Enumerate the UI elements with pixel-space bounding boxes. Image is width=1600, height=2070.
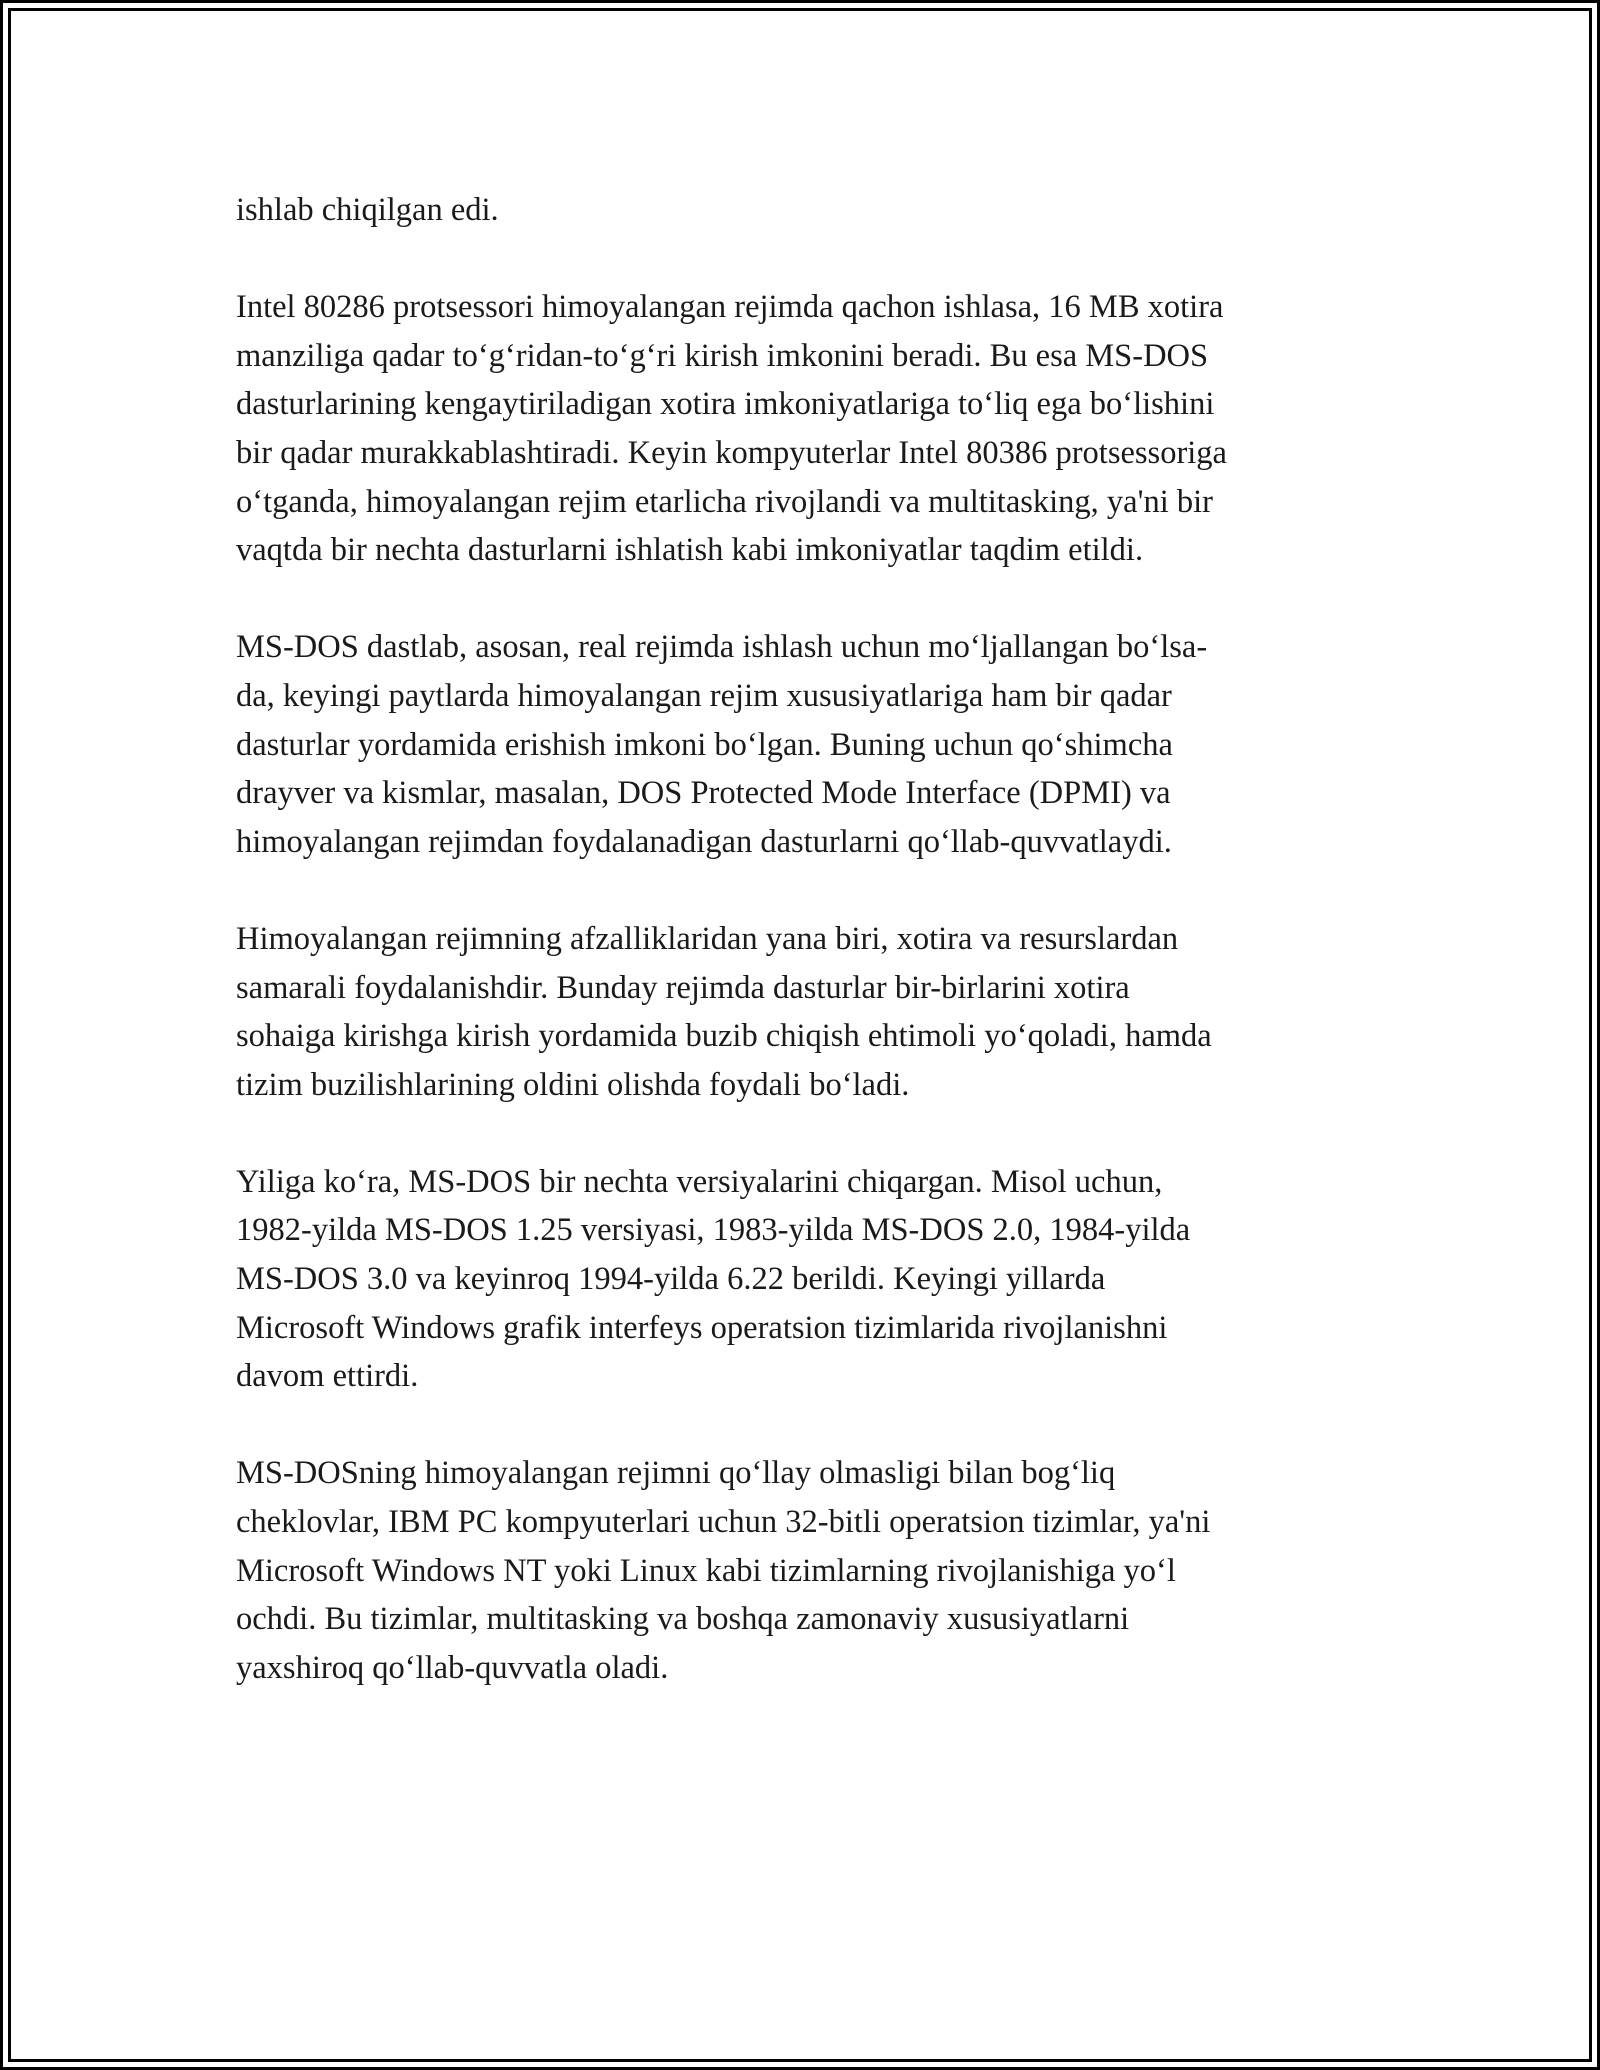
text-line: oʻtganda, himoyalangan rejim etarlicha rivojlandi va multitasking, ya'ni bir — [236, 483, 1213, 520]
text-line: sohaiga kirishga kirish yordamida buzib chiqish ehtimoli yoʻqoladi, hamda — [236, 1018, 1212, 1055]
paragraph-3 — [236, 623, 1396, 866]
text-line: ochdi. Bu tizimlar, multitasking va boshqa zamonaviy xususiyatlarni — [236, 1601, 1130, 1638]
text-line: davom ettirdi. — [236, 1358, 419, 1395]
text-line: himoyalangan rejimdan foydalanadigan dasturlarni qoʻllab-quvvatlaydi. — [236, 823, 1172, 860]
text-line: MS-DOS dastlab, asosan, real rejimda ishlash uchun moʻljallangan boʻlsa- — [236, 629, 1208, 666]
text-line: MS-DOS 3.0 va keyinroq 1994-yilda 6.22 berildi. Keyingi yillarda — [236, 1261, 1106, 1298]
text-line: dasturlarining kengaytiriladigan xotira imkoniyatlariga toʻliq ega boʻlishini — [236, 386, 1215, 423]
text-line: Intel 80286 protsessori himoyalangan rejimda qachon ishlasa, 16 MB xotira — [236, 289, 1224, 326]
text-line: manziliga qadar toʻgʻridan-toʻgʻri kirish imkonini beradi. Bu esa MS-DOS — [236, 337, 1209, 374]
text-line: da, keyingi paytlarda himoyalangan rejim xususiyatlariga ham bir qadar — [236, 677, 1172, 714]
document-body — [236, 186, 1396, 1741]
text-line: vaqtda bir nechta dasturlarni ishlatish kabi imkoniyatlar taqdim etildi. — [236, 532, 1144, 569]
text-line: ishlab chiqilgan edi. — [236, 192, 499, 228]
text-line: MS-DOSning himoyalangan rejimni qoʻllay olmasligi bilan bogʻliq — [236, 1455, 1116, 1492]
text-line: samarali foydalanishdir. Bunday rejimda dasturlar bir-birlarini xotira — [236, 969, 1130, 1006]
paragraph-6 — [236, 1449, 1396, 1692]
text-line: Microsoft Windows grafik interfeys operatsion tizimlarida rivojlanishni — [236, 1309, 1168, 1346]
paragraph-2 — [236, 283, 1396, 575]
text-line: bir qadar murakkablashtiradi. Keyin kompyuterlar Intel 80386 protsessoriga — [236, 434, 1227, 471]
text-line: 1982-yilda MS-DOS 1.25 versiyasi, 1983-yilda MS-DOS 2.0, 1984-yilda — [236, 1212, 1191, 1249]
text-line: yaxshiroq qoʻllab-quvvatla oladi. — [236, 1649, 669, 1686]
text-line: Microsoft Windows NT yoki Linux kabi tizimlarning rivojlanishiga yoʻl — [236, 1552, 1176, 1589]
text-line: Himoyalangan rejimning afzalliklaridan yana biri, xotira va resurslardan — [236, 920, 1179, 957]
text-line: cheklovlar, IBM PC kompyuterlari uchun 32-bitli operatsion tizimlar, ya'ni — [236, 1504, 1211, 1541]
paragraph-4 — [236, 915, 1396, 1109]
text-line: drayver va kismlar, masalan, DOS Protected Mode Interface (DPMI) va — [236, 775, 1171, 812]
text-line: tizim buzilishlarining oldini olishda foydali boʻladi. — [236, 1066, 910, 1103]
paragraph-5 — [236, 1158, 1396, 1401]
text-line: Yiliga koʻra, MS-DOS bir nechta versiyalarini chiqargan. Misol uchun, — [236, 1163, 1163, 1200]
text-line: dasturlar yordamida erishish imkoni boʻlgan. Buning uchun qoʻshimcha — [236, 726, 1173, 763]
paragraph-1 — [236, 186, 1396, 235]
